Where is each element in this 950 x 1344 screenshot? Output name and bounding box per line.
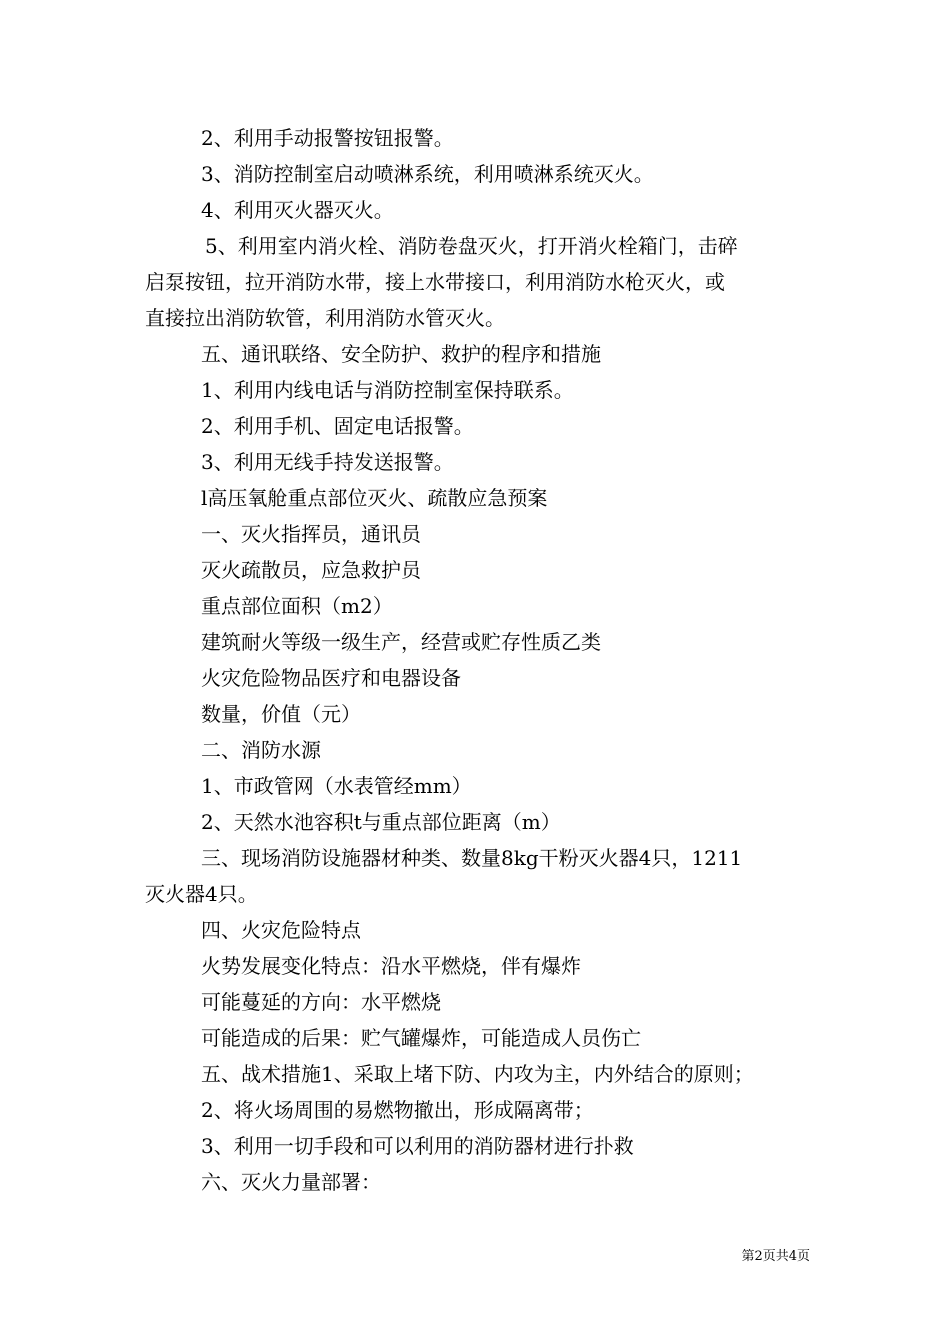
section-heading: 四、火灾危险特点 — [201, 918, 361, 942]
section-heading: 五、通讯联络、安全防护、救护的程序和措施 — [201, 342, 601, 366]
text-line: 2、利用手机、固定电话报警。 — [201, 414, 474, 438]
text-line: 火灾危险物品医疗和电器设备 — [201, 666, 461, 690]
text-line: 3、利用无线手持发送报警。 — [201, 450, 454, 474]
text-line: 灭火疏散员，应急救护员 — [201, 558, 421, 582]
section-heading: 一、灭火指挥员，通讯员 — [201, 522, 421, 546]
text-line: 直接拉出消防软管，利用消防水管灭火。 — [145, 306, 505, 330]
page-number: 第2页共4页 — [741, 1249, 810, 1264]
text-line: 数量，价值（元） — [201, 702, 361, 726]
plan-title: l高压氧舱重点部位灭火、疏散应急预案 — [201, 486, 548, 510]
text-line: 启泵按钮，拉开消防水带，接上水带接口，利用消防水枪灭火，或 — [145, 270, 725, 294]
section-heading: 六、灭火力量部署： — [201, 1170, 381, 1194]
text-line: 5、利用室内消火栓、消防卷盘灭火，打开消火栓箱门，击碎 — [205, 234, 738, 258]
text-line: 2、将火场周围的易燃物撤出，形成隔离带； — [201, 1098, 594, 1122]
text-line: 可能造成的后果：贮气罐爆炸，可能造成人员伤亡 — [201, 1026, 641, 1050]
text-line: 2、利用手动报警按钮报警。 — [201, 126, 454, 150]
text-line: 可能蔓延的方向：水平燃烧 — [201, 990, 441, 1014]
text-line: 1、利用内线电话与消防控制室保持联系。 — [201, 378, 574, 402]
text-line: 建筑耐火等级一级生产，经营或贮存性质乙类 — [201, 630, 601, 654]
section-heading: 五、战术措施1、采取上堵下防、内攻为主，内外结合的原则； — [201, 1062, 754, 1086]
section-heading: 三、现场消防设施器材种类、数量8kg干粉灭火器4只，1211 — [201, 846, 743, 870]
section-heading: 二、消防水源 — [201, 738, 321, 762]
text-line: 2、天然水池容积t与重点部位距离（m） — [201, 810, 561, 834]
text-line: 火势发展变化特点：沿水平燃烧，伴有爆炸 — [201, 954, 581, 978]
text-line: 重点部位面积（m2） — [201, 594, 393, 618]
document-body — [145, 120, 810, 1200]
text-line: 灭火器4只。 — [145, 882, 258, 906]
text-line: 4、利用灭火器灭火。 — [201, 198, 394, 222]
text-line: 3、利用一切手段和可以利用的消防器材进行扑救 — [201, 1134, 634, 1158]
text-line: 1、市政管网（水表管经mm） — [201, 774, 472, 798]
text-line: 3、消防控制室启动喷淋系统，利用喷淋系统灭火。 — [201, 162, 654, 186]
